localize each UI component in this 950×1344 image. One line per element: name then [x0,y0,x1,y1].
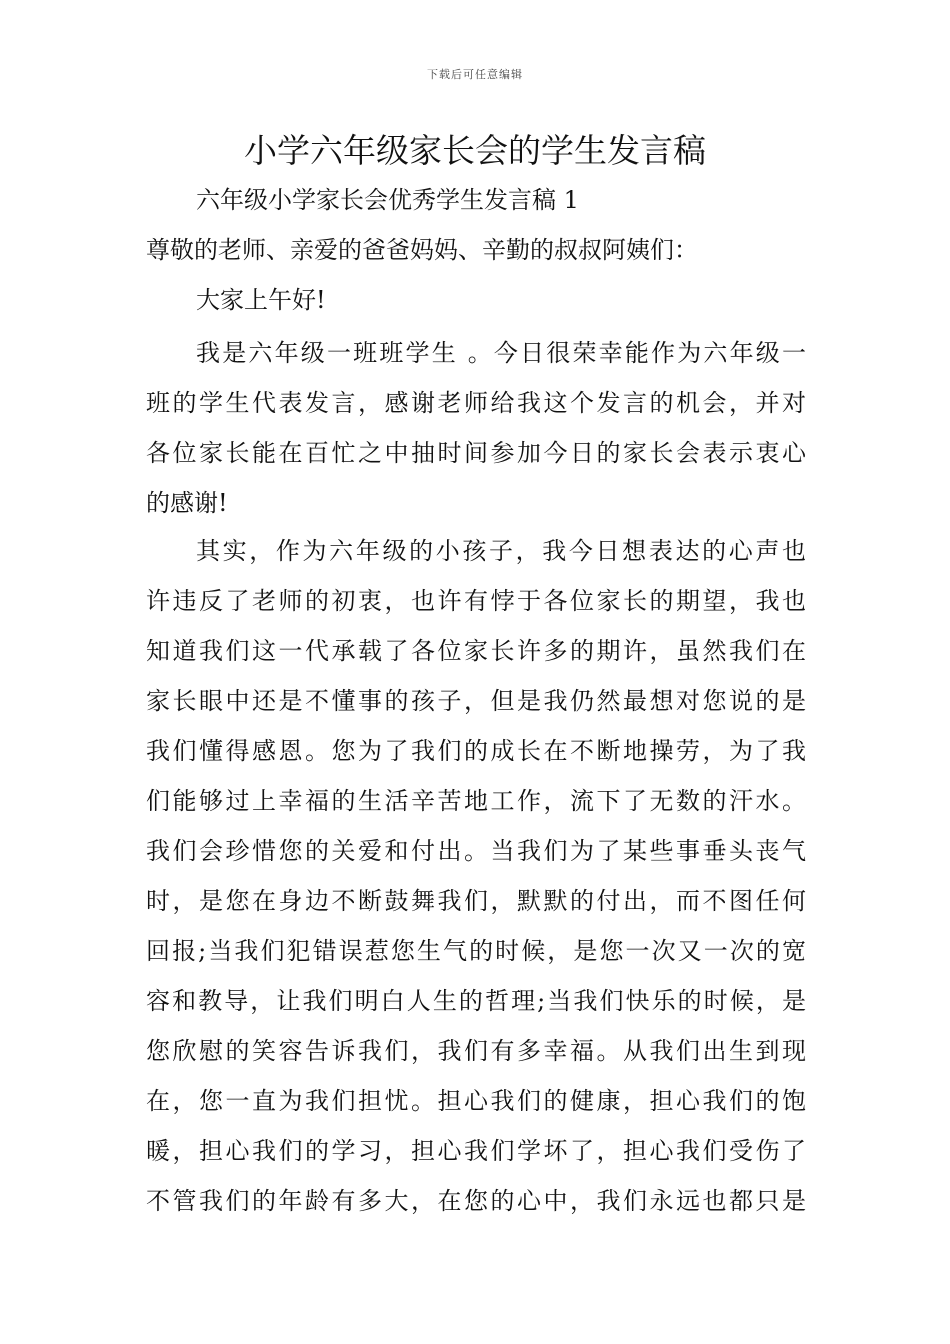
paragraph-body [146,526,806,1226]
paragraph-line: 容和教导，让我们明白人生的哲理;当我们快乐的时候，是 [146,987,806,1015]
paragraph-line: 我是六年级一班班学生 。今日很荣幸能作为六年级一 [196,339,806,367]
paragraph-line: 各位家长能在百忙之中抽时间参加今日的家长会表示衷心 [146,439,806,467]
opening-greeting: 大家上午好! [196,286,326,314]
paragraph-line: 时，是您在身边不断鼓舞我们，默默的付出，而不图任何 [146,887,806,915]
paragraph-line: 回报;当我们犯错误惹您生气的时候，是您一次又一次的宽 [146,937,806,965]
paragraph-line: 家长眼中还是不懂事的孩子，但是我仍然最想对您说的是 [146,687,806,715]
paragraph-line: 许违反了老师的初衷，也许有悖于各位家长的期望，我也 [146,587,806,615]
paragraph-line: 的感谢! [146,489,228,517]
paragraph-line: 您欣慰的笑容告诉我们，我们有多幸福。从我们出生到现 [146,1037,806,1065]
paragraph-line: 我们懂得感恩。您为了我们的成长在不断地操劳，为了我 [146,737,806,765]
paragraph-line: 暖，担心我们的学习，担心我们学坏了，担心我们受伤了 [146,1137,806,1165]
salutation: 尊敬的老师、亲爱的爸爸妈妈、辛勤的叔叔阿姨们： [146,236,698,264]
header-note: 下载后可任意编辑 [427,68,523,81]
paragraph-line: 不管我们的年龄有多大，在您的心中，我们永远也都只是 [146,1187,806,1215]
page-title: 小学六年级家长会的学生发言稿 [244,131,706,170]
paragraph-line: 班的学生代表发言，感谢老师给我这个发言的机会，并对 [146,389,806,417]
paragraph-line: 们能够过上幸福的生活辛苦地工作，流下了无数的汗水。 [146,787,806,815]
paragraph-intro [146,328,806,528]
paragraph-line: 我们会珍惜您的关爱和付出。当我们为了某些事垂头丧气 [146,837,806,865]
paragraph-line: 知道我们这一代承载了各位家长许多的期许，虽然我们在 [146,637,806,665]
document-subtitle: 六年级小学家长会优秀学生发言稿 1 [196,186,579,214]
paragraph-line: 其实，作为六年级的小孩子，我今日想表达的心声也 [196,537,806,565]
paragraph-line: 在，您一直为我们担忧。担心我们的健康，担心我们的饱 [146,1087,806,1115]
